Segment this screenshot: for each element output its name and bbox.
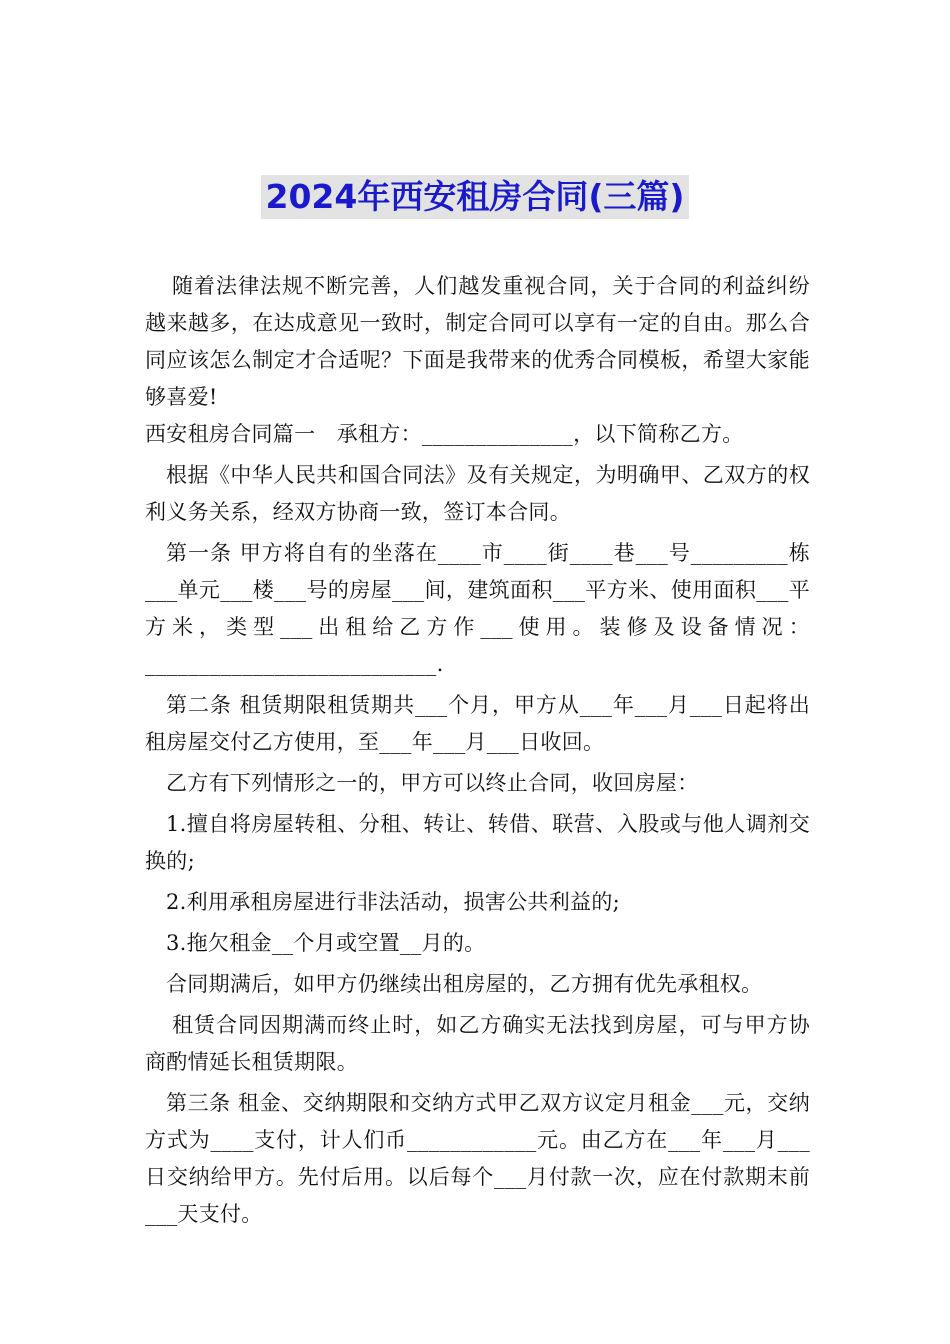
- paragraph-article-3: 第三条 租金、交纳期限和交纳方式甲乙双方议定月租金___元，交纳方式为____支付，计人们币____________元。由乙方在___年___月___日交纳给甲方。先付后用。以后每个___月付款一次，应在付款期末前___天支付。: [145, 1091, 810, 1226]
- paragraph-termination: 乙方有下列情形之一的，甲方可以终止合同，收回房屋：: [166, 771, 699, 795]
- paragraph-intro: 随着法律法规不断完善，人们越发重视合同，关于合同的利益纠纷越来越多，在达成意见一致时，制定合同可以享有一定的自由。那么合同应该怎么制定才合适呢？下面是我带来的优秀合同模板，希望大家能够喜爱!: [145, 274, 810, 409]
- list-item-1: 1.擅自将房屋转租、分租、转让、转借、联营、入股或与他人调剂交换的;: [145, 812, 810, 873]
- paragraph-heading-one: 西安租房合同篇一 承租方：______________，以下简称乙方。: [145, 422, 744, 446]
- paragraph-priority: 合同期满后，如甲方仍继续出租房屋的，乙方拥有优先承租权。: [166, 972, 763, 996]
- document-title: 2024年西安租房合同(三篇): [261, 175, 688, 219]
- paragraph-article-1: 第一条 甲方将自有的坐落在____市____街____巷___号_________栋___单元___楼___号的房屋___间，建筑面积___平方米、使用面积___平方米，类型___出租给乙方作___使用。装修及设备情况：___________________________.: [145, 541, 810, 676]
- paragraph-basis: 根据《中华人民共和国合同法》及有关规定，为明确甲、乙双方的权利义务关系，经双方协商一致，签订本合同。: [145, 463, 810, 524]
- document-body: [145, 268, 810, 1233]
- list-item-3: 3.拖欠租金__个月或空置__月的。: [166, 931, 486, 955]
- paragraph-extension: 租赁合同因期满而终止时，如乙方确实无法找到房屋，可与甲方协商酌情延长租赁期限。: [145, 1013, 810, 1074]
- title-container: [0, 175, 950, 219]
- paragraph-article-2: 第二条 租赁期限租赁期共___个月，甲方从___年___月___日起将出租房屋交付乙方使用，至___年___月___日收回。: [145, 693, 810, 754]
- list-item-2: 2.利用承租房屋进行非法活动，损害公共利益的;: [166, 890, 621, 914]
